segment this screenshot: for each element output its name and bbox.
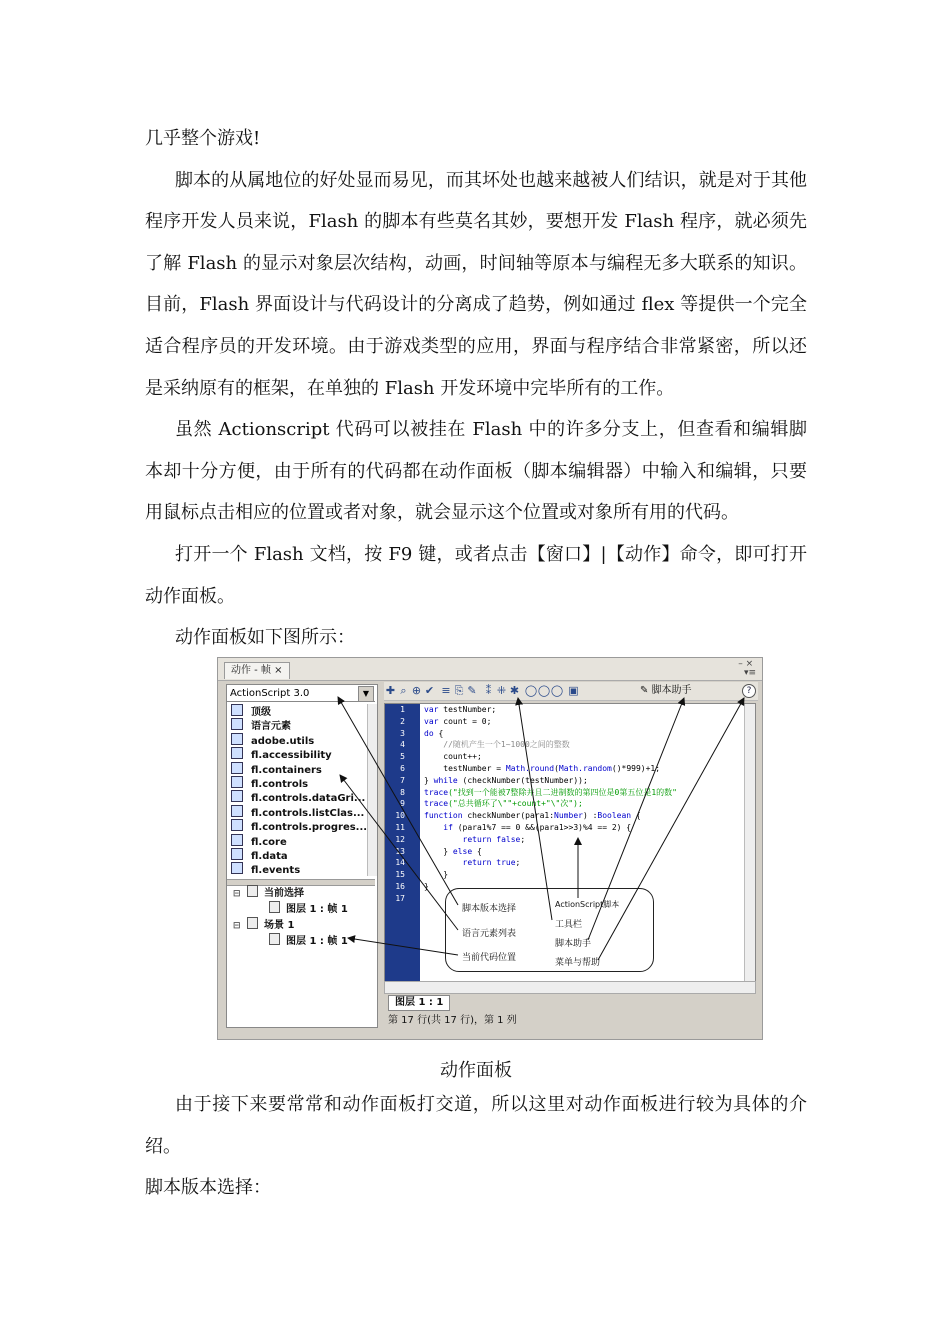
navigator-item[interactable] [227, 917, 367, 933]
code-token: return true [462, 858, 516, 868]
language-element-item[interactable] [227, 762, 367, 776]
code-token: { [631, 811, 641, 821]
language-element-item[interactable] [227, 704, 367, 718]
line-number: 6 [400, 763, 405, 773]
code-token: else [452, 846, 473, 856]
language-element-item[interactable] [227, 819, 367, 833]
paragraph: 虽然 Actionscript 代码可以被挂在 Flash 中的许多分支上，但查看和编辑脚本却十分方便，由于所有的代码都在动作面板（脚本编辑器）中输入和编辑，只要用鼠标点击相应的位置或者对象，就会显示这个位置或对象所有用的代码。 [145, 419, 807, 524]
line-number: 12 [395, 834, 405, 844]
code-token: } [424, 846, 453, 856]
line-number-gutter [385, 704, 420, 982]
package-icon [231, 704, 243, 716]
left-pane [226, 684, 378, 1028]
code-token: { [472, 846, 482, 856]
code-line[interactable] [424, 869, 754, 881]
package-icon [231, 747, 243, 759]
code-token: Math.round [505, 763, 555, 773]
list-scrollbar[interactable] [367, 704, 377, 876]
line-number: 2 [400, 716, 405, 726]
status-bar: 第 17 行(共 17 行)，第 1 列 [388, 1015, 517, 1026]
package-icon [231, 819, 243, 831]
panel-tab-bar [218, 658, 762, 681]
language-element-item[interactable] [227, 848, 367, 862]
code-token: testNumber = [424, 763, 506, 773]
paragraph: 脚本的从属地位的好处显而易见，而其坏处也越来越被人们结识，就是对于其他程序开发人员来说，Flash 的脚本有些莫名其妙，要想开发 Flash 程序，就必须先了解 Flash 的显示对象层次结构，动画，时间轴等原本与编程无多大联系的知识。目前，Flash 界面设计与代码设计的分离成了趋势，例如通过 flex 等提供一个完全适合程序员的开发环境。由于游戏类型的应用，界面与程序结合非常紧密，所以还是采纳原有的框架，在单独的 Flash 开发环境中完毕所有的工作。 [145, 169, 807, 399]
expand-toggle-icon[interactable]: ⊟ [233, 921, 241, 931]
line-number: 7 [400, 775, 405, 785]
code-token: Number [554, 811, 583, 821]
line-number: 5 [400, 752, 405, 762]
package-icon [231, 805, 243, 817]
language-element-label: fl.controls.dataGri... [251, 793, 366, 805]
code-line[interactable] [424, 716, 754, 728]
package-icon [231, 790, 243, 802]
script-assist-label: 脚本助手 [651, 685, 692, 696]
code-token: } [424, 775, 434, 785]
language-element-label: fl.data [251, 850, 288, 862]
code-token: count++; [424, 752, 482, 762]
navigator-item-label: 场景 1 [264, 920, 295, 931]
scene-icon [247, 885, 258, 897]
language-element-label: 顶级 [251, 707, 271, 718]
package-icon [231, 762, 243, 774]
toolbar-button-icon[interactable]: ✱ [509, 684, 520, 697]
language-element-label: fl.controls [251, 778, 309, 790]
code-token: checkNumber(para1: [462, 811, 555, 821]
language-element-item[interactable] [227, 834, 367, 848]
line-number: 4 [400, 740, 405, 750]
language-element-item[interactable] [227, 718, 367, 732]
callout-actionscript: ActionScript脚本 [555, 900, 620, 909]
navigator-item[interactable] [227, 933, 367, 949]
code-token: count = 0; [438, 716, 492, 726]
code-token: trace [424, 787, 449, 797]
code-token: { [433, 728, 444, 738]
language-element-label: fl.accessibility [251, 750, 332, 762]
toolbar-button-icon[interactable]: ✎ [467, 684, 477, 697]
code-token: ; [520, 834, 526, 844]
language-element-item[interactable] [227, 733, 367, 747]
package-icon [231, 733, 243, 745]
package-icon [231, 862, 243, 874]
language-element-item[interactable] [227, 747, 367, 761]
code-token: } [424, 870, 449, 880]
language-element-item[interactable] [227, 776, 367, 790]
line-number: 16 [395, 881, 405, 891]
callout-lang: 语言元素列表 [462, 929, 517, 939]
code-line[interactable] [424, 763, 754, 775]
code-area[interactable] [424, 704, 754, 905]
figure-caption: 动作面板 [440, 1060, 512, 1081]
code-line[interactable] [424, 775, 754, 787]
code-token: Boolean [597, 811, 632, 821]
navigator-item-label: 图层 1 : 帧 1 [286, 904, 348, 915]
code-token: var [424, 705, 439, 714]
paragraph: 打开一个 Flash 文档，按 F9 键，或者点击【窗口】|【动作】命令，即可打开动作面板。 [145, 543, 807, 607]
script-navigator [227, 885, 367, 949]
code-token [424, 835, 463, 844]
package-icon [231, 776, 243, 788]
toolbar-button-icon[interactable]: ◯ [524, 684, 538, 697]
editor-scrollbar[interactable] [744, 704, 755, 982]
navigator-item[interactable] [227, 885, 367, 901]
editor-hscrollbar[interactable] [384, 981, 756, 994]
paragraph: 几乎整个游戏! [145, 128, 261, 149]
code-line[interactable] [424, 822, 754, 834]
panel-tab[interactable]: 动作 - 帧 × [224, 662, 290, 679]
code-line[interactable] [424, 728, 754, 740]
code-token: trace [424, 799, 449, 809]
line-number: 10 [395, 811, 405, 821]
line-number: 3 [400, 728, 405, 738]
language-element-label: 语言元素 [251, 721, 291, 733]
code-token: while [433, 775, 458, 785]
code-line[interactable] [424, 739, 754, 751]
code-token: ( [554, 763, 559, 773]
callout-position: 当前代码位置 [462, 953, 517, 963]
line-number: 1 [400, 705, 405, 714]
document-body-top [145, 118, 807, 659]
code-token: testNumber; [438, 705, 497, 714]
code-token: //随机产生一个1~1000之间的整数 [424, 740, 570, 750]
toolbar-icons [384, 684, 580, 697]
script-assist-button[interactable]: ✎ 脚本助手 [640, 685, 692, 696]
callout-menu: 菜单与帮助 [555, 958, 601, 968]
document-body-bottom [145, 1084, 807, 1209]
paragraph: 脚本版本选择： [145, 1177, 271, 1199]
language-element-label: fl.events [251, 865, 301, 876]
language-element-label: fl.controls.listClas... [251, 807, 365, 819]
toolbar-button-icon[interactable]: ⁑ [485, 684, 492, 697]
code-line[interactable] [424, 810, 754, 822]
language-element-label: fl.controls.progres... [251, 822, 367, 834]
language-element-item[interactable] [227, 862, 367, 876]
package-icon [231, 834, 243, 846]
line-number: 8 [400, 787, 405, 797]
callout-version: 脚本版本选择 [462, 904, 517, 914]
window-controls[interactable]: – × ▾≡ [738, 659, 756, 678]
code-token: ) : [582, 811, 598, 821]
expand-toggle-icon[interactable]: ⊟ [233, 889, 241, 899]
version-select[interactable] [227, 685, 375, 702]
language-element-label: fl.containers [251, 764, 322, 776]
toolbar-button-icon[interactable]: ⊕ [411, 684, 422, 697]
code-line[interactable] [424, 857, 754, 869]
toolbar-button-icon[interactable]: ⌕ [400, 684, 407, 697]
line-number: 11 [395, 822, 405, 832]
toolbar-button-icon[interactable]: ◯ [550, 684, 564, 697]
code-line[interactable] [424, 846, 754, 858]
code-token: Math.random [558, 763, 612, 773]
code-line[interactable] [424, 834, 754, 846]
code-token: do [424, 728, 434, 738]
layer-tab[interactable]: 图层 1 : 1 [388, 995, 450, 1011]
toolbar-button-icon[interactable]: ✔ [424, 684, 435, 697]
language-element-item[interactable] [227, 805, 367, 819]
frame-icon [269, 933, 280, 945]
line-number: 15 [395, 870, 405, 880]
version-select-value: ActionScript 3.0 [230, 688, 310, 699]
scene-icon [247, 917, 258, 929]
language-element-list [227, 704, 367, 876]
toolbar-button-icon[interactable]: ◯ [537, 684, 551, 697]
chevron-down-icon[interactable]: ▼ [358, 686, 374, 702]
callout-toolbar: 工具栏 [555, 920, 583, 930]
line-number: 13 [395, 846, 405, 856]
package-icon [231, 718, 243, 730]
code-token: (para1%7 == 0 &&(para1>>3)%4 == 2) { [452, 822, 632, 832]
code-line[interactable] [424, 751, 754, 763]
code-token: } [424, 881, 429, 891]
paragraph: 动作面板如下图所示： [175, 627, 355, 649]
navigator-item-label: 当前选择 [264, 888, 304, 899]
code-token: function [424, 811, 463, 821]
toolbar-button-icon[interactable]: ✚ [385, 684, 396, 697]
package-icon [231, 848, 243, 860]
toolbar-button-icon[interactable]: ⁜ [496, 684, 507, 697]
language-element-label: fl.core [251, 836, 287, 848]
navigator-item-label: 图层 1 : 帧 1 [286, 936, 348, 947]
help-icon[interactable]: ? [742, 684, 756, 698]
language-element-item[interactable] [227, 790, 367, 804]
paragraph: 由于接下来要常常和动作面板打交道，所以这里对动作面板进行较为具体的介绍。 [145, 1094, 807, 1157]
editor-toolbar [384, 682, 758, 701]
code-token: var [424, 716, 439, 726]
line-number: 9 [400, 799, 405, 809]
code-token: ("总共循环了\""+count+"\"次"); [448, 799, 583, 809]
code-token [424, 823, 443, 832]
code-token: return false [462, 834, 521, 844]
code-line[interactable] [424, 787, 754, 799]
callout-assist: 脚本助手 [555, 939, 592, 949]
toolbar-button-icon[interactable]: ≡ [441, 684, 451, 697]
code-token: (checkNumber(testNumber)); [457, 775, 588, 785]
language-element-label: adobe.utils [251, 735, 315, 747]
code-token [424, 858, 463, 867]
code-line[interactable] [424, 798, 754, 810]
code-line[interactable] [424, 704, 754, 716]
code-token: ; [515, 858, 521, 868]
frame-icon [269, 901, 280, 913]
actions-panel-figure [217, 657, 763, 1040]
line-number: 14 [395, 858, 405, 868]
line-number: 17 [395, 893, 405, 903]
toolbar-button-icon[interactable]: ▣ [568, 684, 579, 697]
navigator-item[interactable] [227, 901, 367, 917]
code-token: ()*999)+1; [611, 763, 661, 773]
code-token: ("找到一个能被7整除并且二进制数的第四位是0第五位是1的数" [448, 787, 677, 797]
toolbar-button-icon[interactable]: ⎘ [454, 684, 464, 697]
code-token: if [443, 822, 453, 832]
